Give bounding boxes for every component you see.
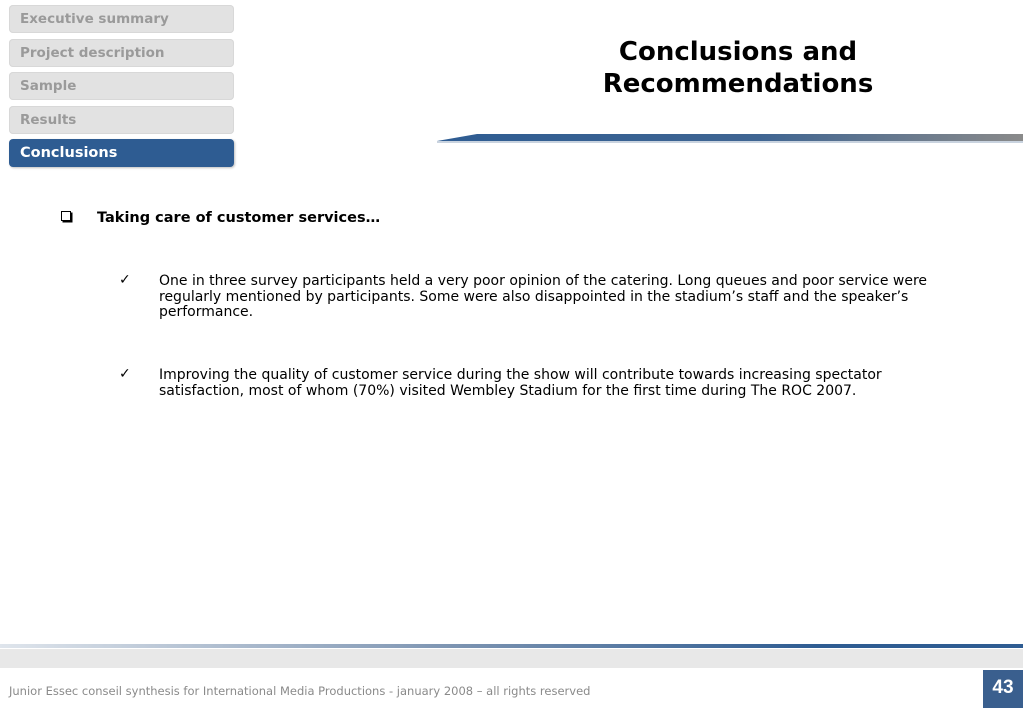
list-item-text: Improving the quality of customer service during the show will contribute towards increasing spectator satisfaction, most of whom (70%) visited Wembley Stadium for the first time during The ROC 2007. [159, 367, 882, 399]
square-bullet-icon [61, 211, 71, 221]
list-item [119, 274, 969, 321]
nav-item-executive-summary[interactable]: Executive summary [9, 5, 234, 33]
nav-item-sample[interactable]: Sample [9, 72, 234, 100]
footer-divider-bar [0, 644, 1023, 648]
nav-item-conclusions[interactable]: Conclusions [9, 139, 234, 167]
section-heading [61, 210, 380, 226]
slide-title [540, 36, 936, 100]
footer-band [0, 649, 1023, 668]
nav-item-project-description[interactable]: Project description [9, 39, 234, 67]
slide-title-line-2: Recommendations [602, 69, 874, 99]
page-number: 43 [983, 670, 1023, 708]
checkmark-icon: ✓ [119, 272, 131, 288]
slide-title-line-1: Conclusions and [618, 37, 858, 67]
list-item-text: One in three survey participants held a very poor opinion of the catering. Long queues and poor service were regularly mentioned by participants. Some were also disappointed in the stadium’s staff and the speaker’s performance. [159, 273, 928, 320]
checkmark-icon: ✓ [119, 366, 131, 382]
footer-copyright: Junior Essec conseil synthesis for International Media Productions - january 2008 – all rights reserved [9, 684, 591, 698]
title-underline-bar [437, 134, 1023, 143]
list-item [119, 368, 969, 399]
nav-item-results[interactable]: Results [9, 106, 234, 134]
section-heading-text: Taking care of customer services… [97, 210, 381, 226]
section-nav [9, 5, 234, 173]
